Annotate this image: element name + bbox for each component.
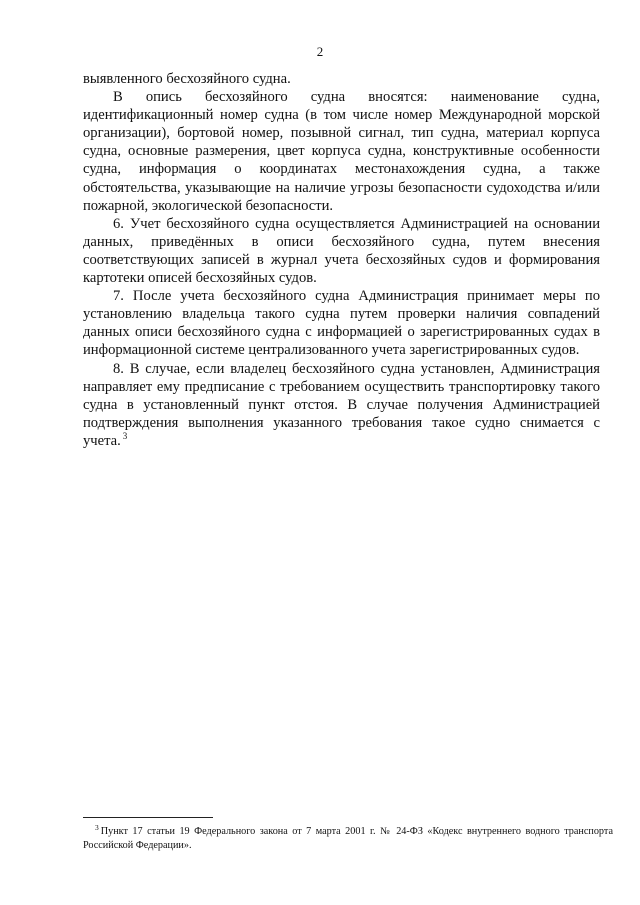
paragraph-continuation: выявленного бесхозяйного судна. xyxy=(83,71,291,87)
paragraph-item-6: 6. Учет бесхозяйного судна осуществляется Администрацией на основании данных, приведённых в описи бесхозяйного судна, путем внесения соответствующих записей в журнал учета бесхозяйных судов и формирования картотеки описей бесхозяйных судов. xyxy=(83,215,600,287)
body-text xyxy=(83,70,600,450)
paragraph-item-7: 7. После учета бесхозяйного судна Администрация принимает меры по установлению владельца такого судна путем проверки наличия совпадений данных описи бесхозяйного судна с информацией о зарегистрированных судах в информационной системе централизованного учета зарегистрированных судов. xyxy=(83,288,600,359)
paragraph-item-8 xyxy=(83,360,600,450)
footnote xyxy=(83,822,613,853)
footnote-text: Пункт 17 статьи 19 Федерального закона от 7 марта 2001 г. № 24-ФЗ «Кодекс внутреннего водного транспорта Российской Федерации». xyxy=(83,826,613,851)
footnote-body xyxy=(83,822,613,853)
footnote-separator xyxy=(83,817,213,818)
footnote-reference[interactable]: 3 xyxy=(122,431,128,442)
paragraph-item-8-text: 8. В случае, если владелец бесхозяйного судна установлен, Администрация направляет ему предписание с требованием осуществить транспортировку такого судна в установленный пункт отстоя. В случае получения Администрацией подтверждения выполнения указанного требования такое судно снимается с учета. xyxy=(83,360,600,449)
page-number: 2 xyxy=(316,44,324,59)
paragraph-inventory-contents: В опись бесхозяйного судна вносятся: наименование судна, идентификационный номер судна (в том числе номер Международной морской организации), бортовой номер, позывной сигнал, тип судна, материал корпуса судна, основные размерения, цвет корпуса судна, конструктивные особенности судна, информация о координатах местонахождения судна, а также обстоятельства, указывающие на наличие угрозы безопасности судоходства и/или пожарной, экологической безопасности. xyxy=(83,89,600,214)
footnote-mark: 3 xyxy=(95,822,99,832)
